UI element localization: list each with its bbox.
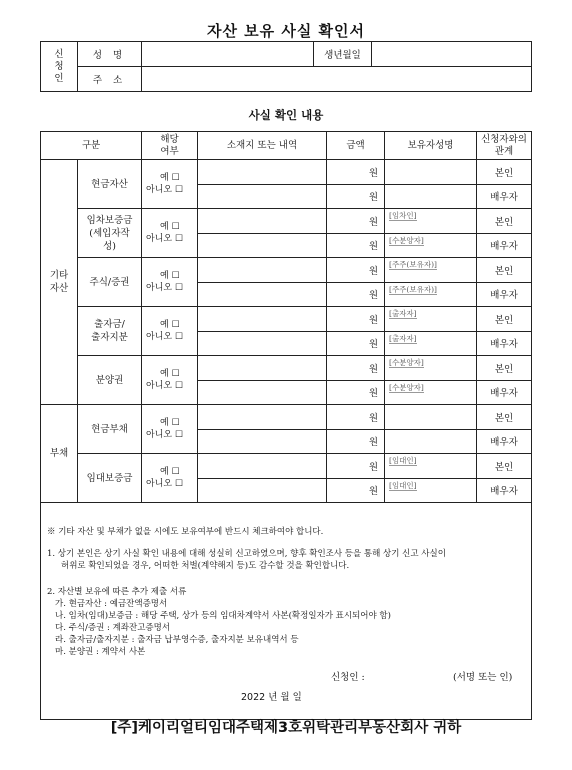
birth-field[interactable] <box>372 42 532 67</box>
held-checkbox-group[interactable] <box>142 454 198 503</box>
owner-field[interactable] <box>385 380 477 405</box>
relation-label: 본인 <box>477 454 532 479</box>
header-amount: 금액 <box>327 132 385 160</box>
table-row <box>41 209 532 234</box>
owner-tag: [출자자] <box>389 333 417 343</box>
owner-field[interactable] <box>385 478 477 503</box>
amount-field[interactable]: 원 <box>327 233 385 258</box>
yes-checkbox[interactable]: 예 ☐ <box>160 320 180 330</box>
note-2-heading: 2. 자산별 보유에 따른 추가 제출 서류 <box>47 587 187 597</box>
no-checkbox[interactable]: 아니오 ☐ <box>146 234 184 244</box>
note-1-line-1: 1. 상기 본인은 상기 사실 확인 내용에 대해 성실히 신고하였으며, 향후 확인조사 등을 통해 상기 신고 사실이 <box>47 549 446 559</box>
table-row <box>41 307 532 332</box>
amount-field[interactable]: 원 <box>327 184 385 209</box>
location-field[interactable] <box>198 258 327 283</box>
held-checkbox-group[interactable] <box>142 258 198 307</box>
amount-field[interactable]: 원 <box>327 478 385 503</box>
relation-label: 배우자 <box>477 331 532 356</box>
table-row <box>41 160 532 185</box>
owner-tag: [주주(보유자)] <box>389 260 437 269</box>
yes-checkbox[interactable]: 예 ☐ <box>160 173 180 183</box>
name-label: 성 명 <box>78 42 142 67</box>
held-checkbox-group[interactable] <box>142 405 198 454</box>
sign-hint: (서명 또는 인) <box>453 672 513 683</box>
amount-field[interactable]: 원 <box>327 307 385 332</box>
location-field[interactable] <box>198 356 327 381</box>
yes-checkbox[interactable]: 예 ☐ <box>160 369 180 379</box>
owner-field[interactable] <box>385 405 477 430</box>
amount-field[interactable]: 원 <box>327 258 385 283</box>
location-field[interactable] <box>198 282 327 307</box>
yes-checkbox[interactable]: 예 ☐ <box>160 222 180 232</box>
asset-table <box>40 131 532 503</box>
relation-label: 본인 <box>477 307 532 332</box>
table-row <box>41 405 532 430</box>
amount-field[interactable]: 원 <box>327 356 385 381</box>
no-checkbox[interactable]: 아니오 ☐ <box>146 430 184 440</box>
amount-field[interactable]: 원 <box>327 331 385 356</box>
owner-tag: [수분양자] <box>389 358 424 367</box>
held-checkbox-group[interactable] <box>142 307 198 356</box>
table-row <box>41 356 532 381</box>
owner-tag: [임대인] <box>389 456 417 465</box>
address-field[interactable] <box>142 67 532 92</box>
held-checkbox-group[interactable] <box>142 160 198 209</box>
group-label: 기타 자산 <box>41 160 78 405</box>
note-2-item: 마. 분양권 : 계약서 사본 <box>55 647 146 657</box>
held-checkbox-group[interactable] <box>142 209 198 258</box>
amount-field[interactable]: 원 <box>327 405 385 430</box>
item-name: 임차보증금 (세입자작 성) <box>78 209 142 258</box>
relation-label: 본인 <box>477 356 532 381</box>
relation-label: 본인 <box>477 209 532 234</box>
location-field[interactable] <box>198 405 327 430</box>
owner-field[interactable] <box>385 282 477 307</box>
item-name: 임대보증금 <box>78 454 142 503</box>
yes-checkbox[interactable]: 예 ☐ <box>160 418 180 428</box>
location-field[interactable] <box>198 331 327 356</box>
location-field[interactable] <box>198 478 327 503</box>
relation-label: 배우자 <box>477 233 532 258</box>
note-2-item: 나. 임차(임대)보증금 : 해당 주택, 상가 등의 임대차계약서 사본(확정일자가 표시되어야 함) <box>55 611 391 621</box>
date-line: 2022 년 월 일 <box>241 692 302 703</box>
amount-field[interactable]: 원 <box>327 429 385 454</box>
owner-field[interactable] <box>385 184 477 209</box>
notes-section <box>40 502 532 720</box>
location-field[interactable] <box>198 429 327 454</box>
no-checkbox[interactable]: 아니오 ☐ <box>146 381 184 391</box>
header-location: 소재지 또는 내역 <box>198 132 327 160</box>
header-relation: 신청자와의 관계 <box>477 132 532 160</box>
section-subtitle: 사실 확인 내용 <box>248 108 324 122</box>
relation-label: 본인 <box>477 258 532 283</box>
owner-field[interactable] <box>385 258 477 283</box>
owner-tag: [수분양자] <box>389 382 424 392</box>
owner-tag: [주주(보유자)] <box>389 284 437 294</box>
item-name: 출자금/ 출자지분 <box>78 307 142 356</box>
applicant-sign-label: 신청인 : <box>331 672 365 683</box>
amount-field[interactable]: 원 <box>327 160 385 185</box>
relation-label: 배우자 <box>477 184 532 209</box>
no-checkbox[interactable]: 아니오 ☐ <box>146 185 184 195</box>
table-row <box>41 454 532 479</box>
owner-field[interactable] <box>385 331 477 356</box>
applicant-section-label: 신 청 인 <box>41 42 78 92</box>
no-checkbox[interactable]: 아니오 ☐ <box>146 332 184 342</box>
owner-tag: [수분양자] <box>389 235 424 245</box>
owner-field[interactable] <box>385 209 477 234</box>
no-checkbox[interactable]: 아니오 ☐ <box>146 479 184 489</box>
note-2-item: 가. 현금자산 : 예금잔액증명서 <box>55 599 168 609</box>
address-label: 주 소 <box>78 67 142 92</box>
owner-field[interactable] <box>385 307 477 332</box>
relation-label: 배우자 <box>477 429 532 454</box>
amount-field[interactable]: 원 <box>327 282 385 307</box>
yes-checkbox[interactable]: 예 ☐ <box>160 467 180 477</box>
owner-field[interactable] <box>385 356 477 381</box>
amount-field[interactable]: 원 <box>327 209 385 234</box>
document-title: 자산 보유 사실 확인서 <box>206 22 366 40</box>
header-category: 구분 <box>41 132 142 160</box>
owner-field[interactable] <box>385 454 477 479</box>
name-field[interactable] <box>142 42 314 67</box>
location-field[interactable] <box>198 209 327 234</box>
relation-label: 본인 <box>477 160 532 185</box>
owner-tag: [임대인] <box>389 480 417 490</box>
item-name: 분양권 <box>78 356 142 405</box>
location-field[interactable] <box>198 307 327 332</box>
location-field[interactable] <box>198 454 327 479</box>
birth-label: 생년월일 <box>314 42 372 67</box>
location-field[interactable] <box>198 380 327 405</box>
owner-field[interactable] <box>385 429 477 454</box>
item-name: 현금자산 <box>78 160 142 209</box>
note-star: ※ 기타 자산 및 부채가 없을 시에도 보유여부에 반드시 체크하여야 합니다. <box>47 527 324 537</box>
relation-label: 배우자 <box>477 282 532 307</box>
location-field[interactable] <box>198 160 327 185</box>
no-checkbox[interactable]: 아니오 ☐ <box>146 283 184 293</box>
note-2-item: 라. 출자금/출자지분 : 출자금 납부영수증, 출자지분 보유내역서 등 <box>55 635 299 645</box>
owner-field[interactable] <box>385 160 477 185</box>
relation-label: 본인 <box>477 405 532 430</box>
owner-field[interactable] <box>385 233 477 258</box>
relation-label: 배우자 <box>477 380 532 405</box>
group-label: 부채 <box>41 405 78 503</box>
location-field[interactable] <box>198 184 327 209</box>
item-name: 현금부채 <box>78 405 142 454</box>
held-checkbox-group[interactable] <box>142 356 198 405</box>
owner-tag: [임차인] <box>389 211 417 220</box>
relation-label: 배우자 <box>477 478 532 503</box>
header-owner: 보유자성명 <box>385 132 477 160</box>
note-2-item: 다. 주식/증권 : 계좌잔고증명서 <box>55 623 171 633</box>
recipient-footer: [주]케이리얼티임대주택제3호위탁관리부동산회사 귀하 <box>110 720 462 736</box>
applicant-table <box>40 41 532 92</box>
amount-field[interactable]: 원 <box>327 380 385 405</box>
location-field[interactable] <box>198 233 327 258</box>
note-1-line-2: 허위로 확인되었을 경우, 어떠한 처벌(계약해지 등)도 감수할 것을 확인합니다. <box>61 561 350 571</box>
item-name: 주식/증권 <box>78 258 142 307</box>
amount-field[interactable]: 원 <box>327 454 385 479</box>
table-row <box>41 258 532 283</box>
owner-tag: [출자자] <box>389 309 417 318</box>
yes-checkbox[interactable]: 예 ☐ <box>160 271 180 281</box>
header-held: 해당 여부 <box>142 132 198 160</box>
